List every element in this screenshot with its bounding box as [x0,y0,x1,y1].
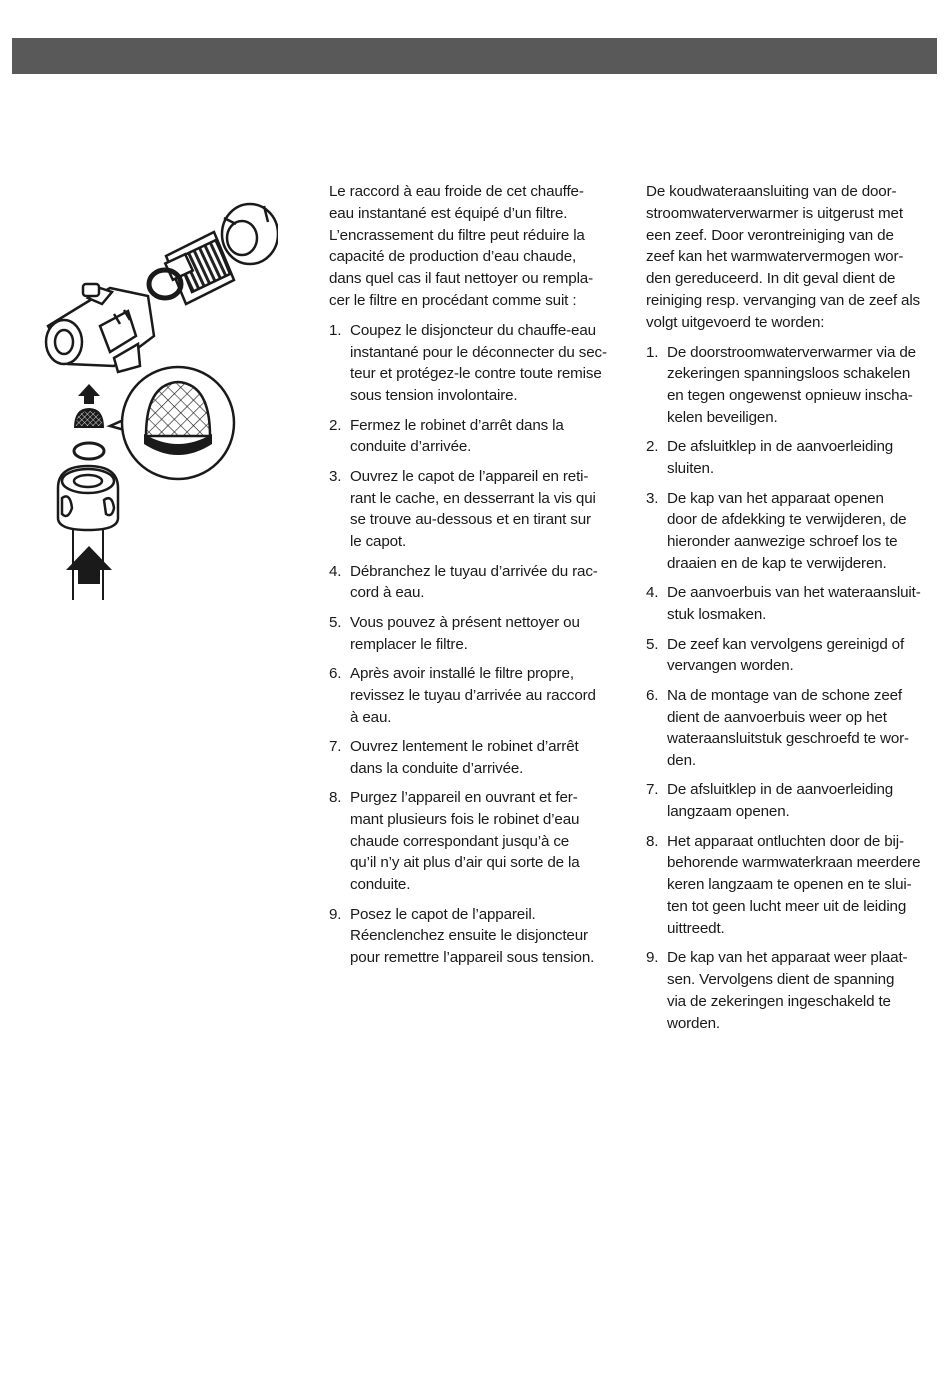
step-text: Na de montage van de schone zeef dient de aanvoerbuis weer op het wateraansluitstuk geschroefd te wor- den. [667,686,909,770]
step-number: 2. [646,438,659,456]
step-number: 7. [329,737,342,755]
french-step [329,736,621,780]
dutch-step [646,488,942,575]
step-text: De kap van het apparaat weer plaat- sen. Vervolgens dient de spanning via de zekeringen ingeschakeld te worden. [667,949,908,1032]
dutch-step [646,634,942,678]
step-number: 8. [329,789,342,807]
step-text: Het apparaat ontluchten door de bij- behorende warmwaterkraan meerdere keren langzaam te openen en te slui- ten tot geen lucht meer uit de leiding uittreedt. [667,832,921,937]
step-number: 6. [329,664,342,682]
step-number: 9. [329,905,342,923]
dutch-step [646,779,942,823]
step-number: 4. [329,562,342,580]
step-text: De afsluitklep in de aanvoerleiding langzaam openen. [667,781,894,821]
french-column [329,181,621,977]
step-number: 3. [329,467,342,485]
step-text: Ouvrez le capot de l’appareil en reti- rant le cache, en desserrant la vis qui se trouve au-dessous et en tirant sur le capot. [350,467,596,551]
step-number: 8. [646,832,659,850]
step-text: Fermez le robinet d’arrêt dans la conduite d’arrivée. [350,416,564,456]
step-text: Purgez l’appareil en ouvrant et fer- mant plusieurs fois le robinet d’eau chaude correspondant jusqu’à ce qu’il n’y ait plus d’air qui sorte de la conduite. [350,789,580,894]
french-steps [329,320,621,969]
step-number: 9. [646,949,659,967]
step-number: 7. [646,781,659,799]
step-number: 3. [646,489,659,507]
union-nut-top [222,204,278,264]
french-intro: Le raccord à eau froide de cet chauffe- eau instantané est équipé d’un filtre. L’encrassement du filtre peut réduire la capacité de production d’eau chaude, dans quel cas il faut nettoyer ou rempla- cer le filtre en procédant comme suit : [329,183,593,309]
dutch-steps [646,342,942,1035]
dutch-intro: De koudwateraansluiting van de door- stroomwaterverwarmer is uitgerust met een zeef. Door verontreiniging van de zeef kan het warmwatervermogen wor- den gereduceerd. In dit geval dient de reiniging resp. vervanging van de zeef als volgt uitgevoerd te worden: [646,183,920,331]
french-step [329,561,621,605]
dutch-step [646,685,942,772]
french-step [329,904,621,969]
french-step [329,612,621,656]
step-text: Débranchez le tuyau d’arrivée du rac- cord à eau. [350,562,598,602]
french-step [329,663,621,728]
dutch-step [646,342,942,429]
step-text: De doorstroomwaterverwarmer via de zekeringen spanningsloos schakelen en tegen ongewenst opnieuw inscha- kelen beveiligen. [667,343,916,426]
up-arrow-small [78,384,100,404]
valve-body [46,284,154,372]
step-number: 1. [329,321,342,339]
step-text: Coupez le disjoncteur du chauffe-eau instantané pour le déconnecter du sec- teur et protégez-le contre toute remise sous tension involontaire. [350,321,607,405]
step-number: 6. [646,686,659,704]
header-bar [12,38,937,74]
step-number: 1. [646,343,659,361]
dutch-step [646,947,942,1034]
gasket-top [149,270,181,298]
step-text: De aanvoerbuis van het wateraansluit- stuk losmaken. [667,584,921,624]
step-text: De kap van het apparaat openen door de afdekking te verwijderen, de hieronder aanwezige schroef los te draaien en de kap te verwijderen. [667,489,907,572]
filter-assembly-illustration [28,196,278,600]
dutch-column [646,181,942,1042]
step-number: 2. [329,416,342,434]
dutch-step [646,436,942,480]
step-text: De afsluitklep in de aanvoerleiding sluiten. [667,438,894,478]
callout-magnifier [110,367,234,479]
dutch-step [646,582,942,626]
step-number: 4. [646,584,659,602]
step-text: Après avoir installé le filtre propre, revissez le tuyau d’arrivée au raccord à eau. [350,664,596,726]
french-step [329,320,621,407]
step-text: Ouvrez lentement le robinet d’arrêt dans la conduite d’arrivée. [350,737,579,777]
step-number: 5. [329,613,342,631]
union-nut-bottom [58,466,118,530]
step-text: De zeef kan vervolgens gereinigd of vervangen worden. [667,635,905,675]
gasket-bottom [74,443,104,459]
french-step [329,415,621,459]
french-step [329,787,621,896]
dutch-step [646,831,942,940]
french-step [329,466,621,553]
step-number: 5. [646,635,659,653]
step-text: Posez le capot de l’appareil. Réenclenchez ensuite le disjoncteur pour remettre l’appareil sous tension. [350,905,595,967]
step-text: Vous pouvez à présent nettoyer ou remplacer le filtre. [350,613,580,653]
